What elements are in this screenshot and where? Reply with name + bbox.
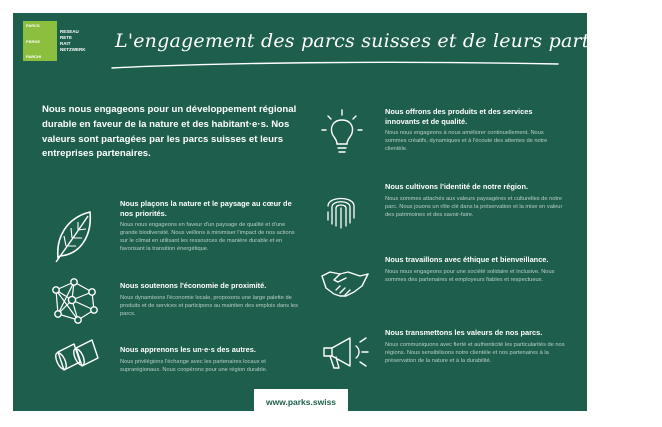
commitment-title: Nous transmettons les valeurs de nos parcs. — [385, 328, 543, 337]
logo-word: PÄRKE — [26, 38, 41, 44]
logo-network-text — [60, 21, 86, 61]
commitment-title: Nous travaillons avec éthique et bienveillance. — [385, 255, 549, 264]
commitment-identity — [385, 182, 565, 219]
commitment-values — [385, 328, 565, 365]
swoosh-underline — [110, 59, 560, 71]
logo-word: RAIT — [60, 41, 71, 46]
logo-green-block — [23, 21, 57, 61]
commitment-learning — [120, 345, 300, 374]
logo-word: RESEAU — [60, 29, 79, 34]
leaf-icon — [52, 208, 96, 264]
commitment-title: Nous apprenons les un·e·s des autres. — [120, 345, 256, 354]
commitment-nature — [120, 199, 300, 254]
parks-network-logo[interactable] — [23, 21, 95, 61]
commitment-title: Nous cultivons l'identité de notre région. — [385, 182, 529, 191]
network-icon — [50, 278, 100, 324]
commitment-title: Nous plaçons la nature et le paysage au cœur de nos priorités. — [120, 199, 292, 218]
commitment-text: Nous communiquons avec fierté et authenticité les particularités de nos régions. Nous sensibilisons notre clientèle et nos partenaires à la préservation de la nature et à la durabilité. — [385, 341, 565, 364]
handshake-icon — [320, 266, 370, 300]
logo-word: RETE — [60, 35, 73, 40]
intro-statement: Nous nous engageons pour un développement régional durable en faveur de la nature et des habitant·e·s. Nos valeurs sont partagées par les parcs suisses et leurs entreprises partenaires. — [42, 104, 297, 160]
commitment-text: Nous dynamisons l'économie locale, proposons une large palette de produits et de services et participons au maintien des emplois dans les parcs. — [120, 294, 298, 317]
megaphone-icon — [320, 332, 370, 374]
commitment-text: Nous nous engageons à nous améliorer continuellement. Nous sommes créatifs, dynamiques et à l'écoute des attentes de notre clientèle. — [385, 130, 548, 153]
commitment-ethics — [385, 255, 565, 284]
commitment-title: Nous offrons des produits et des services innovants et de qualité. — [385, 107, 533, 126]
commitment-text: Nous sommes attachés aux valeurs paysagères et culturelles de notre parc. Nous jouons un rôle clé dans la préservation et la mise en valeur des patrimoines et des savoir-faire. — [385, 195, 563, 218]
logo-word: NETZWERK — [60, 47, 86, 52]
binoculars-icon — [54, 338, 100, 372]
commitment-title: Nous soutenons l'économie de proximité. — [120, 281, 267, 290]
commitment-text: Nous nous engageons en faveur d'un paysage de qualité et d'une grande biodiversité. Nous veillons à minimiser l'impact de nos actions sur le climat en utilisant les ressources de manière durable et en favorisant la transition énergétique. — [120, 222, 295, 253]
website-link[interactable]: www.parks.swiss — [254, 389, 348, 414]
commitment-text: Nous nous engageons pour une société solidaire et inclusive. Nous sommes des partenaires et employeurs fiables et respectueux. — [385, 268, 555, 283]
commitment-economy — [120, 281, 300, 318]
logo-word: PARCHI — [26, 54, 42, 59]
lightbulb-icon — [320, 108, 364, 156]
logo-word: PARCS — [26, 23, 40, 28]
fingerprint-icon — [324, 190, 358, 230]
commitment-text: Nous privilégions l'échange avec les partenaires locaux et suprarégionaux. Nous coopérons pour une région durable. — [120, 358, 268, 373]
commitment-innovation — [385, 107, 565, 153]
headline: L'engagement des parcs suisses et de leurs partenaires — [115, 30, 662, 52]
